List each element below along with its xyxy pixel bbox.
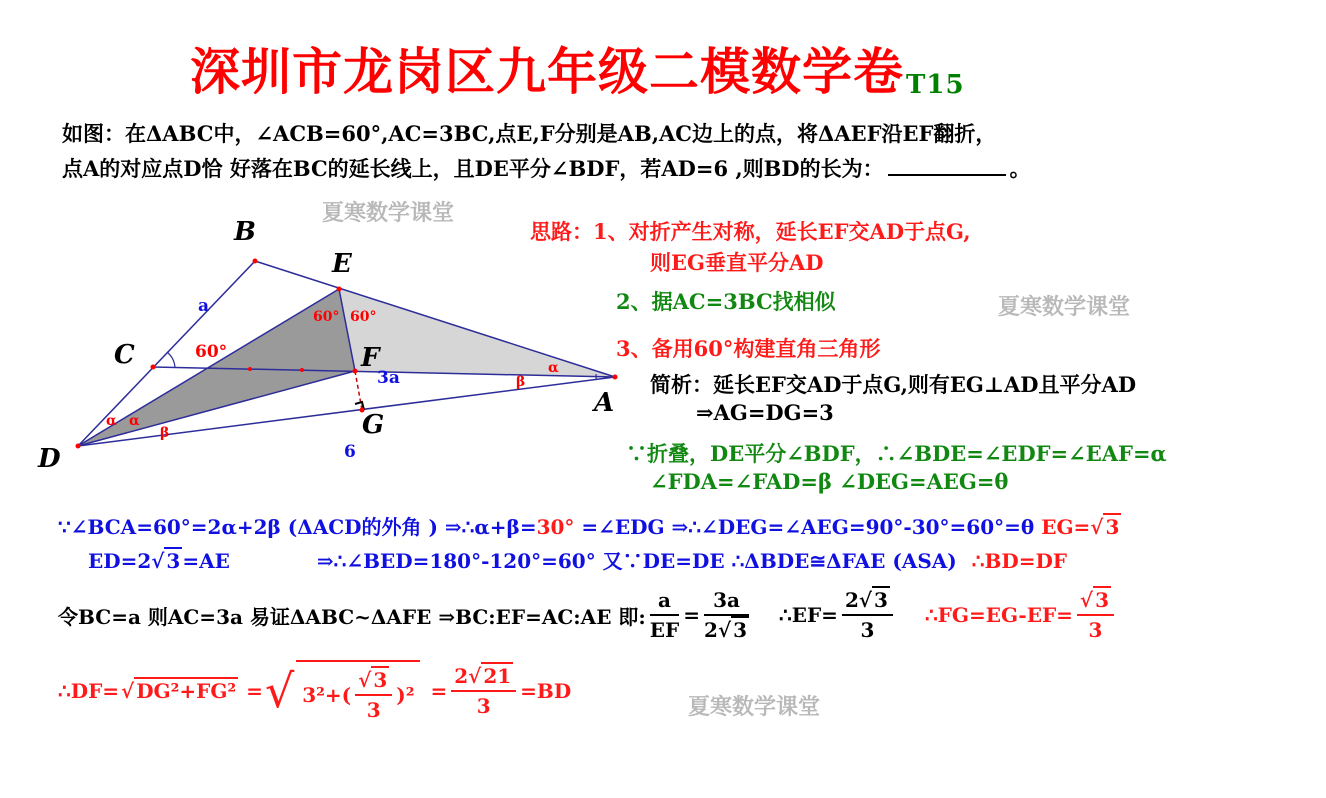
angle-label-beta-a: β <box>516 374 526 390</box>
ed-radicand: 3 <box>166 549 181 573</box>
fg-label: ∴FG=EG-EF= <box>924 603 1073 627</box>
hint-2: 2、据AC=3BC找相似 <box>616 289 836 314</box>
length-label-6: 6 <box>344 442 356 462</box>
frac-den: 3 <box>1088 618 1103 642</box>
fraction-3a-over-2root3 <box>704 588 749 642</box>
frac-den: 2√ 3 <box>704 618 748 642</box>
frac-den: 3 <box>366 698 381 722</box>
fraction-root3-over-3 <box>355 668 392 722</box>
radicand: 3 <box>1095 588 1109 612</box>
bd-eq-df: ∴BD=DF <box>971 549 1067 573</box>
watermark: 夏寒数学课堂 <box>688 694 821 720</box>
angle-label-e1: 60° <box>313 309 340 325</box>
label-a: A <box>594 388 615 418</box>
frac-num: 2√ 3 <box>842 588 893 616</box>
big-radicand <box>296 660 420 722</box>
frac-num: √ 3 <box>355 668 392 696</box>
eq-bd: =BD <box>520 679 572 703</box>
frac-num: a <box>650 588 679 616</box>
angle-label-alpha-d2: α <box>129 413 140 429</box>
angle-label-alpha-a: α <box>548 360 559 376</box>
frac-den: EF <box>649 618 680 642</box>
radicand: 3 <box>874 588 888 612</box>
coef: 2 <box>844 588 859 612</box>
analysis-4: ∠FDA=∠FAD=β ∠DEG=AEG=θ <box>650 469 1009 494</box>
radicand: DG²+FG² <box>136 679 237 703</box>
frac-num: 3a <box>704 588 749 616</box>
point-b <box>253 259 258 264</box>
radicand: 3 <box>373 668 388 692</box>
problem-line-2-text: 点A的对应点D恰 好落在BC的延长线上，且DE平分∠BDF，若AD=6 ,则BD的长为： <box>62 156 884 181</box>
title-main: 深圳市龙岗区九年级二模数学卷 <box>190 42 904 101</box>
analysis-2: ⇒AG=DG=3 <box>696 400 834 425</box>
close-squared: )² <box>396 683 415 707</box>
analysis-1: 简析：延长EF交AD于点G,则有EG⊥AD且平分AD <box>650 372 1137 397</box>
derivation-1-text-2: =∠EDG ⇒∴∠DEG=∠AEG=90°-30°=60°=θ <box>581 515 1035 539</box>
analysis-3: ∵折叠，DE平分∠BDF，∴∠BDE=∠EDF=∠EAF=α <box>626 441 1167 466</box>
hint-1b: 则EG垂直平分AD <box>650 250 824 275</box>
label-d: D <box>38 444 61 474</box>
derivation-2-text: ⇒∴∠BED=180°-120°=60° 又∵DE=DE ∴ΔBDE≅ΔFAE (ASA) <box>316 549 957 573</box>
watermark: 夏寒数学课堂 <box>998 294 1131 320</box>
point-d <box>76 444 81 449</box>
angle-label-alpha-d1: α <box>106 413 117 429</box>
frac-num: 2√ 21 <box>451 664 516 692</box>
angle-arc-c <box>167 352 175 368</box>
fraction-2root21-over-3 <box>451 664 516 718</box>
label-f: F <box>361 343 380 373</box>
derivation-line-3 <box>58 588 1116 642</box>
derivation-3-text: 令BC=a 则AC=3a 易证ΔABC~ΔAFE ⇒BC:EF=AC:AE 即: <box>58 604 646 629</box>
derivation-1-eg: EG=√ 3 <box>1041 515 1120 539</box>
derivation-line-4 <box>58 660 571 722</box>
label-c: C <box>114 340 135 370</box>
tick-mark <box>300 368 304 372</box>
coef: 2 <box>454 664 469 688</box>
angle-label-e2: 60° <box>350 309 377 325</box>
derivation-line-2: ED=2√ 3 =AE ⇒∴∠BED=180°-120°=60° 又∵DE=DE ∴ΔBDE≅ΔFAE (ASA) ∴BD=DF <box>88 549 1067 573</box>
frac-num: √ 3 <box>1077 588 1114 616</box>
equals-sign: = <box>430 679 448 703</box>
eg-label: EG= <box>1041 515 1091 539</box>
ed-label: ED=2 <box>88 549 152 573</box>
hint-3: 3、备用60°构建直角三角形 <box>616 336 881 361</box>
derivation-1-text: ∵∠BCA=60°=2α+2β (ΔACD的外角 ) ⇒∴α+β= <box>58 515 537 539</box>
label-b: B <box>234 217 256 247</box>
title-tag: T15 <box>906 70 965 100</box>
tick-mark <box>248 367 252 371</box>
angle-label-c: 60° <box>195 342 228 362</box>
eg-radicand: 3 <box>1105 515 1120 539</box>
frac-den: 3 <box>476 694 491 718</box>
label-e: E <box>332 249 352 279</box>
point-f <box>353 369 358 374</box>
big-radical-sign: √ <box>264 664 295 718</box>
sqrt-dg-fg: √ DG²+FG² <box>121 679 237 703</box>
fraction-root3-over-3 <box>1077 588 1114 642</box>
coef: 2 <box>704 618 718 642</box>
three-squared: 3²+( <box>302 683 352 707</box>
length-label-a: a <box>198 296 210 316</box>
watermark: 夏寒数学课堂 <box>322 200 455 226</box>
ed-eq-ae: =AE <box>182 549 230 573</box>
problem-end: 。 <box>1009 156 1031 181</box>
radicand: 21 <box>483 664 512 688</box>
fraction-a-over-ef <box>650 588 679 642</box>
frac-den: 3 <box>860 618 875 642</box>
df-label: ∴DF= <box>58 679 120 703</box>
hint-1a: 思路：1、对折产生对称，延长EF交AD于点G, <box>530 219 971 244</box>
label-g: G <box>362 410 385 440</box>
derivation-1-30deg: 30° <box>536 515 575 539</box>
problem-line-1: 如图：在ΔABC中，∠ACB=60°,AC=3BC,点E,F分别是AB,AC边上的点，将ΔAEF沿EF翻折， <box>62 121 997 146</box>
angle-label-beta-d: β <box>160 425 170 441</box>
point-e <box>337 287 342 292</box>
equals-sign: = <box>246 679 263 703</box>
derivation-line-1 <box>58 511 1121 540</box>
equals-sign: = <box>683 603 701 627</box>
length-label-3a: 3a <box>377 368 400 388</box>
fraction-2root3-over-3 <box>842 588 893 642</box>
ef-label: ∴EF= <box>779 603 838 627</box>
point-c <box>151 365 156 370</box>
radicand: 3 <box>733 618 748 642</box>
point-a <box>613 375 618 380</box>
